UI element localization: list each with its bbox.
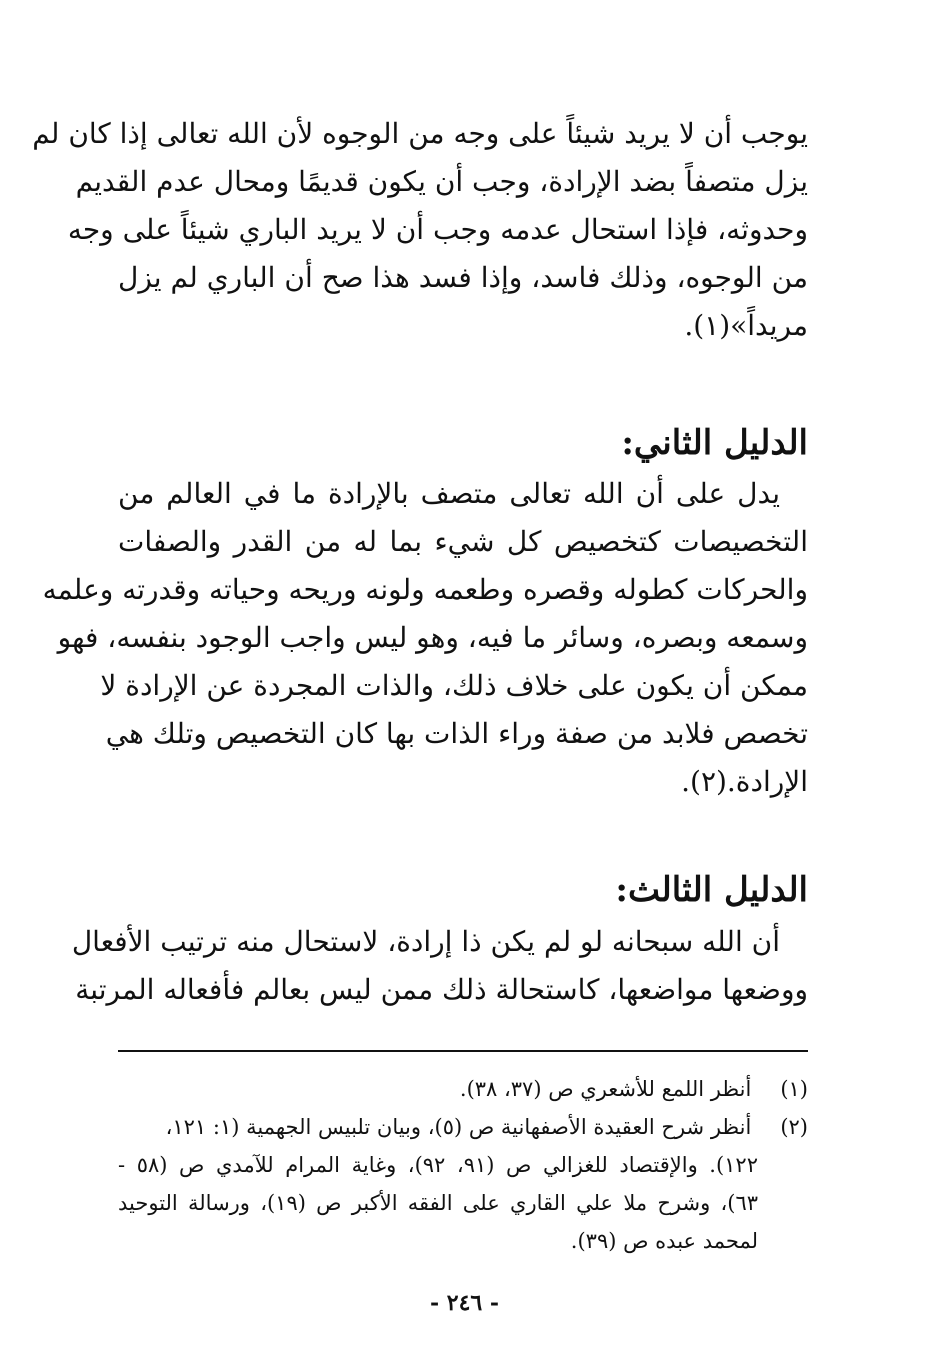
footnote-number: (١) — [780, 1077, 808, 1101]
footnote-number: (٢) — [780, 1115, 808, 1139]
paragraph-line: وحدوثه، فإذا استحال عدمه وجب أن لا يريد الباري شيئاً على وجه — [67, 213, 808, 246]
page-number: - ٢٤٦ - — [429, 1290, 500, 1316]
paragraph-1 — [32, 110, 808, 350]
paragraph-line: يدل على أن الله تعالى متصف بالإرادة ما في العالم من — [118, 477, 780, 510]
paragraph-line: مريداً»(١). — [684, 309, 808, 342]
paragraph-line: وسمعه وبصره، وسائر ما فيه، وهو ليس واجب الوجود بنفسه، فهو — [57, 621, 808, 654]
footnote-text: أنظر اللمع للأشعري ص (٣٧، ٣٨). — [459, 1077, 752, 1101]
paragraph-line: من الوجوه، وذلك فاسد، وإذا فسد هذا صح أن الباري لم يزل — [118, 261, 808, 294]
section-heading-third-proof: الدليل الثالث: — [615, 870, 808, 910]
section-heading-second-proof: الدليل الثاني: — [621, 423, 808, 463]
footnote-2 — [118, 1108, 808, 1260]
paragraph-3 — [71, 918, 808, 1014]
paragraph-line: ووضعها مواضعها، كاستحالة ذلك ممن ليس بعالم فأفعاله المرتبة — [75, 973, 808, 1006]
footnote-text: أنظر شرح العقيدة الأصفهانية ص (٥)، وبيان تلبيس الجهمية (١: ١٢١، — [165, 1115, 752, 1139]
footnote-text: ١٢٢). والإقتصاد للغزالي ص (٩١، ٩٢)، وغاية المرام للآمدي ص (٥٨ - — [118, 1153, 758, 1177]
footnote-text: لمحمد عبده ص (٣٩). — [570, 1229, 758, 1253]
paragraph-line: التخصيصات كتخصيص كل شيء بما له من القدر والصفات — [118, 525, 808, 558]
paragraph-line: تخصص فلابد من صفة وراء الذات بها كان التخصيص وتلك هي — [105, 717, 808, 750]
paragraph-2 — [42, 470, 808, 806]
paragraph-line: ممكن أن يكون على خلاف ذلك، والذات المجردة عن الإرادة لا — [100, 669, 808, 702]
paragraph-line: أن الله سبحانه لو لم يكن ذا إرادة، لاستحال منه ترتيب الأفعال — [71, 925, 780, 958]
footnote-1 — [118, 1070, 808, 1108]
paragraph-line: والحركات كطوله وقصره وطعمه ولونه وريحه وحياته وقدرته وعلمه — [42, 573, 808, 606]
footnotes — [118, 1070, 808, 1260]
paragraph-line: يوجب أن لا يريد شيئاً على وجه من الوجوه لأن الله تعالى إذا كان لم — [32, 117, 808, 150]
paragraph-line: الإرادة.(٢). — [681, 765, 808, 798]
footnote-text: ٦٣)، وشرح ملا علي القاري على الفقه الأكبر ص (١٩)، ورسالة التوحيد — [118, 1191, 759, 1215]
paragraph-line: يزل متصفاً بضد الإرادة، وجب أن يكون قديمًا ومحال عدم القديم — [75, 165, 808, 198]
footnote-separator — [118, 1050, 808, 1052]
